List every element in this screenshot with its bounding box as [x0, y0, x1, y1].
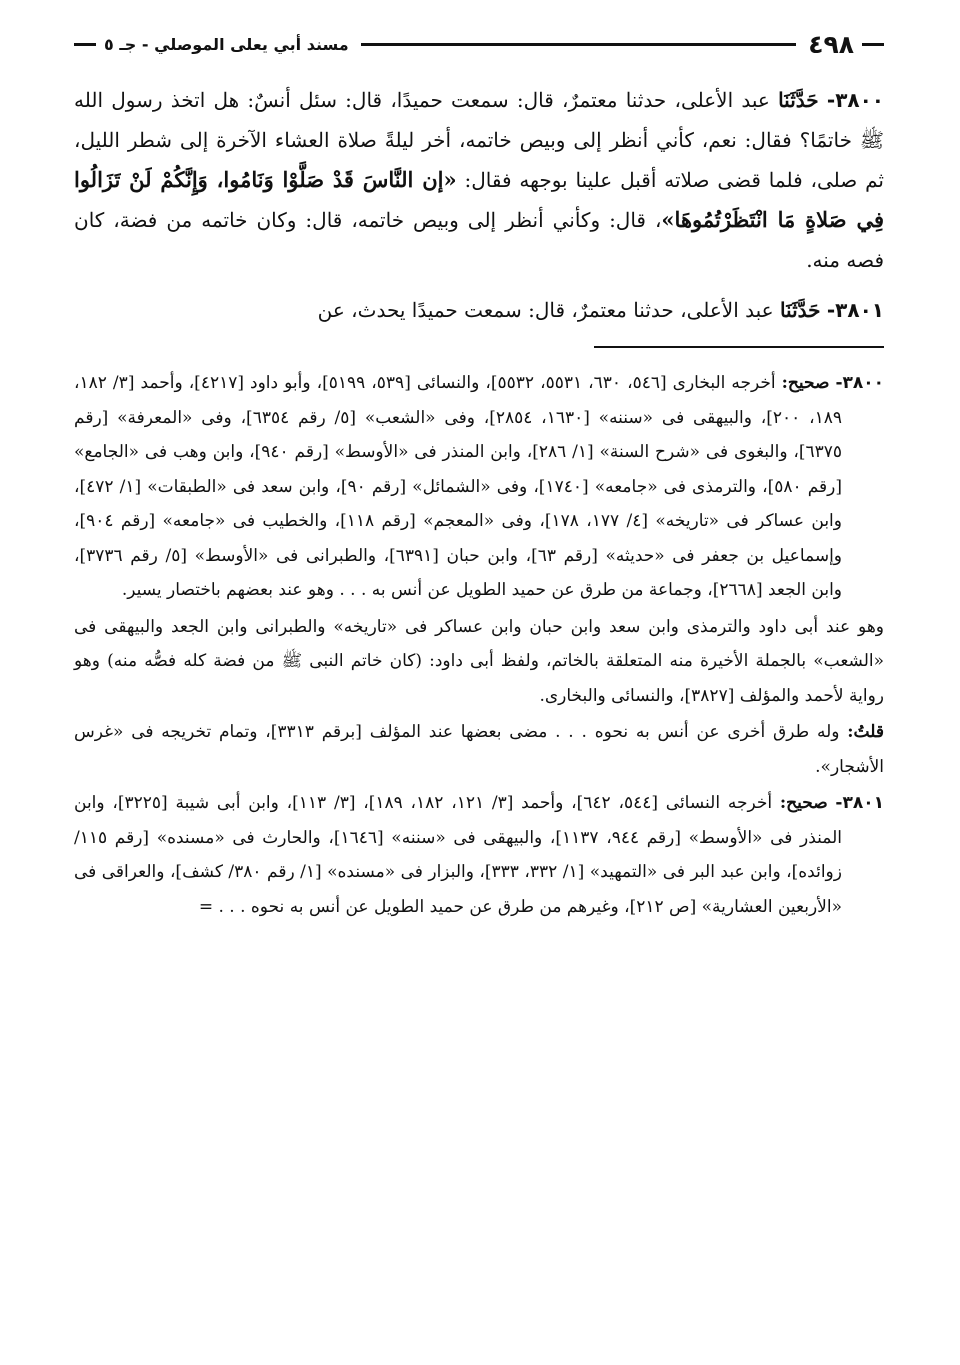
header-rule-left — [74, 43, 96, 46]
hadith-3801 — [74, 290, 884, 330]
footnote-3800-note: وهو عند أبى داود والترمذى وابن سعد وابن حبان وابن عساكر فى «تاريخه» والطبرانى وابن الجعد والبيهقى فى «الشعب» بالجملة الأخيرة منه المتعلقة بالخاتم، ولفظ أبى داود: (كان خاتم النبى ﷺ من فضة كله فصُّه منه) وهو رواية لأحمد والمؤلف [٣٨٢٧]، والنسائى والبخارى. — [74, 616, 884, 706]
footnote-separator — [594, 346, 884, 348]
hadith-number: ٣٨٠١- — [826, 298, 884, 322]
footnote-text: أخرجه البخارى [٥٤٦، ٦٣٠، ٥٥٣١، ٥٥٣٢]، والنسائى [٥٣٩، ٥١٩٩]، وأبو داود [٤٢١٧]، وأحمد [٣/ ١٨٢، ١٨٩، ٢٠٠]، والبيهقى فى «سننه» [١٦٣٠، ٢٨٥٤]، وفى «الشعب» [٥/ رقم ٦٣٥٤]، وفى «المعرفة» [رقم ٦٣٧٥]، والبغوى فى «شرح السنة» [١/ ٢٨٦]، وابن المنذر فى «الأوسط» [رقم ٩٤٠]، وابن وهب فى «الجامع» [رقم ٥٨٠]، والترمذى فى «جامعه» [١٧٤٠]، وفى «الشمائل» [رقم ٩٠]، وابن سعد فى «الطبقات» [١/ ٤٧٢]، وابن عساكر فى «تاريخه» [٤/ ١٧٧، ١٧٨]، وفى «المعجم» [رقم ١١٨]، والخطيب فى «جامعه» [رقم ٩٠٤]، وإسماعيل بن جعفر فى «حديثه» [رقم ٦٣]، وابن حبان [٦٣٩١]، والطبرانى فى «الأوسط» [٥/ رقم ٣٧٣٦]، وابن الجعد [٢٦٦٨]، وجماعة من طرق عن حميد الطويل عن أنس به . . . وهو عند بعضهم باختصار يسير. — [74, 373, 843, 600]
qultu-label: قلتُ: — [847, 722, 884, 742]
footnote-grade: صحيح: — [781, 373, 830, 393]
page — [74, 26, 884, 924]
continuation-mark: = — [198, 896, 214, 917]
main-text — [74, 80, 884, 330]
hadith-keyword: حَدَّثَنَا — [779, 298, 821, 322]
hadith-3800 — [74, 80, 884, 280]
footnote-3801 — [74, 786, 884, 924]
footnote-number: ٣٨٠٠- — [835, 373, 885, 393]
hadith-text: عبد الأعلى، حدثنا معتمرٌ، قال: سمعت حميدًا يحدث، عن — [317, 298, 774, 322]
hadith-quote: «إن النَّاسَ قَدْ صَلَّوْا وَنَامُوا، وَإِنَّكُمْ لَنْ تَزَالُوا فِي صَلاةٍ مَا انْتَظَرْتُمُوهَا» — [74, 167, 884, 232]
hadith-text-after: ، قال: وكأني أنظر إلى وبيص خاتمه، قال: وكان خاتمه من فضة، كان فصه منه. — [74, 208, 884, 272]
header-rule-right — [862, 43, 884, 46]
hadith-text: عبد الأعلى، حدثنا معتمرٌ، قال: سمعت حميدًا، قال: سئل أنسٌ: هل اتخذ رسول الله ﷺ خاتمًا؟ فقال: نعم، كأني أنظر إلى وبيص خاتمه، أخر ليلةً صلاة العشاء الآخرة إلى شطر الليل، ثم صلى، فلما قضى صلاته أقبل علينا بوجهه فقال: — [74, 88, 884, 192]
header-rule — [361, 43, 797, 46]
qultu-text: وله طرق أخرى عن أنس به نحوه . . . مضى بعضها عند المؤلف [برقم ٣٣١٣]، وتمام تخريجه فى «غرس الأشجار». — [74, 722, 884, 777]
footnote-3800-qultu — [74, 715, 884, 784]
hadith-number: ٣٨٠٠- — [826, 88, 885, 112]
footnotes — [74, 366, 884, 924]
footnote-grade: صحيح: — [779, 793, 828, 813]
hadith-keyword: حَدَّثَنَا — [778, 88, 819, 112]
footnote-3800 — [74, 366, 884, 608]
page-number: ٤٩٨ — [808, 29, 854, 59]
running-title: مسند أبي يعلى الموصلي - جـ ٥ — [104, 34, 349, 54]
footnote-text: أخرجه النسائى [٥٤٤، ٦٤٢]، وأحمد [٣/ ١٢١، ١٨٢، ١٨٩]، [٣/ ١١٣]، وابن أبى شيبة [٣٢٢٥]، وابن المنذر فى «الأوسط» [رقم ٩٤٤، ١١٣٧]، والبيهقى فى «سننه» [١٦٤٦]، والحارث فى «مسنده» [رقم ١١٥/ زوائده]، وابن عبد البر فى «التمهيد» [١/ ٣٣٢، ٣٣٣]، والبزار فى «مسنده» [١/ رقم ٣٨٠/ كشف]، والعراقى فى «الأربعين العشارية» [ص ٢١٢]، وغيرهم من طرق عن حميد الطويل عن أنس به نحوه . . . — [74, 793, 843, 917]
footnote-number: ٣٨٠١- — [835, 793, 884, 813]
page-header — [74, 26, 884, 62]
